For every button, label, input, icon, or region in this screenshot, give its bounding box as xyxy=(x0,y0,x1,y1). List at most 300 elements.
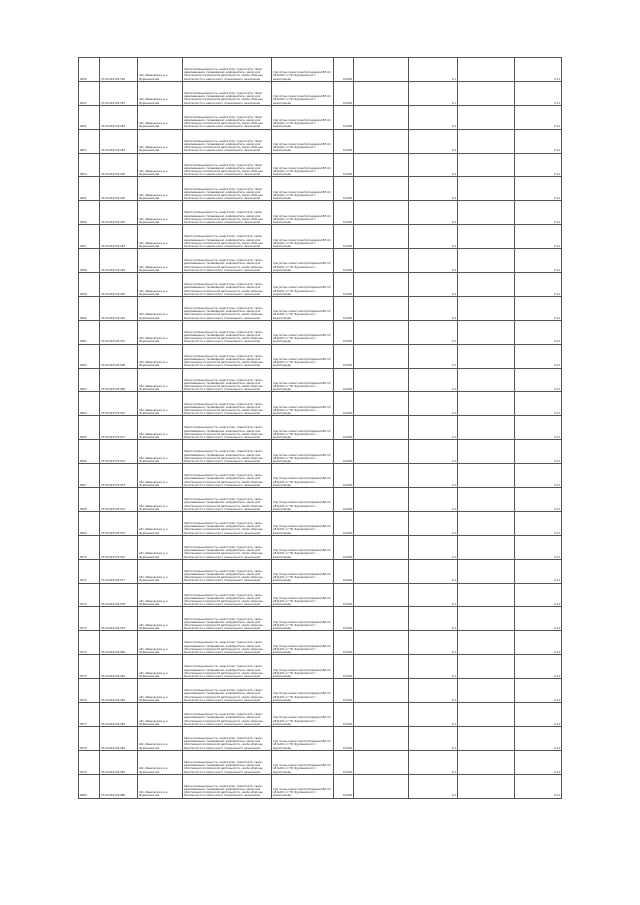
value-cell: 0,11 xyxy=(515,464,562,488)
empty-cell xyxy=(354,440,409,464)
category-cell: Земли промышленности, энергетики, транспорта, связи, радиовещания, телевидения, информатики, земли для обеспечения космической деятельности, земли обороны, безопасности и земли иного специального назначения xyxy=(183,81,272,105)
empty-cell xyxy=(354,535,409,559)
category-cell: Земли промышленности, энергетики, транспорта, связи, радиовещания, телевидения, информатики, земли для обеспечения космической деятельности, земли обороны, безопасности и земли иного специального назначения xyxy=(183,559,272,583)
empty-cell xyxy=(458,655,515,679)
empty-cell xyxy=(354,488,409,512)
rate-cell: 0,1 xyxy=(409,774,458,798)
area-cell: 0,0004 xyxy=(334,129,354,153)
table-row xyxy=(79,416,562,440)
category-cell: Земли промышленности, энергетики, транспорта, связи, радиовещания, телевидения, информатики, земли для обеспечения космической деятельности, земли обороны, безопасности и земли иного специального назначения xyxy=(183,774,272,798)
value-cell: 0,11 xyxy=(515,583,562,607)
category-cell: Земли промышленности, энергетики, транспорта, связи, радиовещания, телевидения, информатики, земли для обеспечения космической деятельности, земли обороны, безопасности и земли иного специального назначения xyxy=(183,726,272,750)
empty-cell xyxy=(354,320,409,344)
cadastral-number: 37:02:010724:587 xyxy=(100,81,138,105)
cadastral-number: 37:02:010724:986 xyxy=(100,774,138,798)
rate-cell: 0,1 xyxy=(409,58,458,82)
rate-cell: 0,1 xyxy=(409,273,458,297)
rate-cell: 0,1 xyxy=(409,368,458,392)
rate-cell: 0,1 xyxy=(409,81,458,105)
purpose-cell: под опоры линии электропередачи ВЛ-10 кВ №101 от ПС Фурмановского водопровода xyxy=(272,679,334,703)
area-cell: 0,0004 xyxy=(334,511,354,535)
address-cell: обл. Ивановская, р-н Фурмановский xyxy=(138,607,183,631)
category-cell: Земли промышленности, энергетики, транспорта, связи, радиовещания, телевидения, информатики, земли для обеспечения космической деятельности, земли обороны, безопасности и земли иного специального назначения xyxy=(183,153,272,177)
empty-cell xyxy=(458,249,515,273)
value-cell: 0,11 xyxy=(515,392,562,416)
row-number: 0060 xyxy=(79,296,100,320)
empty-cell xyxy=(458,344,515,368)
empty-cell xyxy=(354,249,409,273)
category-cell: Земли промышленности, энергетики, транспорта, связи, радиовещания, телевидения, информатики, земли для обеспечения космической деятельности, земли обороны, безопасности и земли иного специального назначения xyxy=(183,655,272,679)
category-cell: Земли промышленности, энергетики, транспорта, связи, радиовещания, телевидения, информатики, земли для обеспечения космической деятельности, земли обороны, безопасности и земли иного специального назначения xyxy=(183,440,272,464)
value-cell: 0,11 xyxy=(515,296,562,320)
address-cell: обл. Ивановская, р-н Фурмановский xyxy=(138,273,183,297)
rate-cell: 0,1 xyxy=(409,344,458,368)
row-number: 0070 xyxy=(79,535,100,559)
rate-cell: 0,1 xyxy=(409,249,458,273)
empty-cell xyxy=(458,750,515,774)
purpose-cell: под опоры линии электропередачи ВЛ-10 кВ №101 от ПС Фурмановского водопровода xyxy=(272,416,334,440)
row-number: 0056 xyxy=(79,201,100,225)
address-cell: обл. Ивановская, р-н Фурмановский xyxy=(138,774,183,798)
empty-cell xyxy=(458,511,515,535)
cadastral-number: 37:02:010724:591 xyxy=(100,296,138,320)
row-number: 0058 xyxy=(79,249,100,273)
category-cell: Земли промышленности, энергетики, транспорта, связи, радиовещания, телевидения, информатики, земли для обеспечения космической деятельности, земли обороны, безопасности и земли иного специального назначения xyxy=(183,320,272,344)
rate-cell: 0,1 xyxy=(409,559,458,583)
category-cell: Земли промышленности, энергетики, транспорта, связи, радиовещания, телевидения, информатики, земли для обеспечения космической деятельности, земли обороны, безопасности и земли иного специального назначения xyxy=(183,464,272,488)
empty-cell xyxy=(458,607,515,631)
row-number: 0053 xyxy=(79,129,100,153)
category-cell: Земли промышленности, энергетики, транспорта, связи, радиовещания, телевидения, информатики, земли для обеспечения космической деятельности, земли обороны, безопасности и земли иного специального назначения xyxy=(183,344,272,368)
address-cell: обл. Ивановская, р-н Фурмановский xyxy=(138,368,183,392)
cadastral-number: 37:02:010720:508 xyxy=(100,344,138,368)
empty-cell xyxy=(458,105,515,129)
cadastral-number: 37:02:010724:971 xyxy=(100,416,138,440)
address-cell: обл. Ивановская, р-н Фурмановский xyxy=(138,105,183,129)
row-number: 0067 xyxy=(79,464,100,488)
area-cell: 0,0004 xyxy=(334,201,354,225)
category-cell: Земли промышленности, энергетики, транспорта, связи, радиовещания, телевидения, информатики, земли для обеспечения космической деятельности, земли обороны, безопасности и земли иного специального назначения xyxy=(183,679,272,703)
address-cell: обл. Ивановская, р-н Фурмановский xyxy=(138,750,183,774)
table-row xyxy=(79,511,562,535)
address-cell: обл. Ивановская, р-н Фурмановский xyxy=(138,177,183,201)
value-cell: 0,11 xyxy=(515,273,562,297)
cadastral-number: 37:02:010720:975 xyxy=(100,511,138,535)
empty-cell xyxy=(458,679,515,703)
empty-cell xyxy=(458,416,515,440)
cadastral-number: 37:02:010720:969 xyxy=(100,368,138,392)
row-number: 0074 xyxy=(79,631,100,655)
category-cell: Земли промышленности, энергетики, транспорта, связи, радиовещания, телевидения, информатики, земли для обеспечения космической деятельности, земли обороны, безопасности и земли иного специального назначения xyxy=(183,535,272,559)
category-cell: Земли промышленности, энергетики, транспорта, связи, радиовещания, телевидения, информатики, земли для обеспечения космической деятельности, земли обороны, безопасности и земли иного специального назначения xyxy=(183,105,272,129)
value-cell: 0,11 xyxy=(515,225,562,249)
rate-cell: 0,1 xyxy=(409,129,458,153)
value-cell: 0,11 xyxy=(515,488,562,512)
rate-cell: 0,1 xyxy=(409,583,458,607)
area-cell: 0,0004 xyxy=(334,225,354,249)
cadastral-number: 37:02:010720:980 xyxy=(100,631,138,655)
purpose-cell: под опоры линии электропередачи ВЛ-10 кВ №101 от ПС Фурмановского водопровода xyxy=(272,177,334,201)
table-row xyxy=(79,703,562,727)
purpose-cell: под опоры линии электропередачи ВЛ-10 кВ №101 от ПС Фурмановского водопровода xyxy=(272,392,334,416)
cadastral-number: 37:02:010724:979 xyxy=(100,607,138,631)
table-row xyxy=(79,129,562,153)
table-row xyxy=(79,464,562,488)
row-number: 0061 xyxy=(79,320,100,344)
value-cell: 0,11 xyxy=(515,440,562,464)
value-cell: 0,11 xyxy=(515,655,562,679)
value-cell: 0,11 xyxy=(515,105,562,129)
empty-cell xyxy=(354,511,409,535)
land-plots-table xyxy=(78,57,562,799)
empty-cell xyxy=(354,679,409,703)
row-number: 0078 xyxy=(79,726,100,750)
category-cell: Земли промышленности, энергетики, транспорта, связи, радиовещания, телевидения, информатики, земли для обеспечения космической деятельности, земли обороны, безопасности и земли иного специального назначения xyxy=(183,392,272,416)
value-cell: 0,11 xyxy=(515,177,562,201)
table-row xyxy=(79,368,562,392)
category-cell: Земли промышленности, энергетики, транспорта, связи, радиовещания, телевидения, информатики, земли для обеспечения космической деятельности, земли обороны, безопасности и земли иного специального назначения xyxy=(183,631,272,655)
row-number: 0075 xyxy=(79,655,100,679)
category-cell: Земли промышленности, энергетики, транспорта, связи, радиовещания, телевидения, информатики, земли для обеспечения космической деятельности, земли обороны, безопасности и земли иного специального назначения xyxy=(183,296,272,320)
table-row xyxy=(79,81,562,105)
value-cell: 0,11 xyxy=(515,726,562,750)
area-cell: 0,0004 xyxy=(334,392,354,416)
area-cell: 0,0004 xyxy=(334,273,354,297)
rate-cell: 0,1 xyxy=(409,177,458,201)
empty-cell xyxy=(354,368,409,392)
rate-cell: 0,1 xyxy=(409,225,458,249)
rate-cell: 0,1 xyxy=(409,535,458,559)
table-row xyxy=(79,273,562,297)
address-cell: обл. Ивановская, р-н Фурмановский xyxy=(138,201,183,225)
cadastral-number: 37:02:010724:972 xyxy=(100,440,138,464)
empty-cell xyxy=(354,726,409,750)
table-row xyxy=(79,296,562,320)
purpose-cell: под опоры линии электропередачи ВЛ-10 кВ №101 от ПС Фурмановского водопровода xyxy=(272,464,334,488)
area-cell: 0,0004 xyxy=(334,153,354,177)
category-cell: Земли промышленности, энергетики, транспорта, связи, радиовещания, телевидения, информатики, земли для обеспечения космической деятельности, земли обороны, безопасности и земли иного специального назначения xyxy=(183,416,272,440)
empty-cell xyxy=(458,368,515,392)
row-number: 0079 xyxy=(79,750,100,774)
cadastral-number: 37:02:010724:594 xyxy=(100,58,138,82)
area-cell: 0,0004 xyxy=(334,679,354,703)
row-number: 0054 xyxy=(79,153,100,177)
row-number: 0051 xyxy=(79,81,100,105)
purpose-cell: под опоры линии электропередачи ВЛ-10 кВ №101 от ПС Фурмановского водопровода xyxy=(272,774,334,798)
cadastral-number: 37:02:010720:982 xyxy=(100,679,138,703)
address-cell: обл. Ивановская, р-н Фурмановский xyxy=(138,726,183,750)
rate-cell: 0,1 xyxy=(409,392,458,416)
purpose-cell: под опоры линии электропередачи ВЛ-10 кВ №101 от ПС Фурмановского водопровода xyxy=(272,703,334,727)
rate-cell: 0,1 xyxy=(409,631,458,655)
category-cell: Земли промышленности, энергетики, транспорта, связи, радиовещания, телевидения, информатики, земли для обеспечения космической деятельности, земли обороны, безопасности и земли иного специального назначения xyxy=(183,703,272,727)
cadastral-number: 37:02:010724:594 xyxy=(100,249,138,273)
row-number: 0062 xyxy=(79,344,100,368)
area-cell: 0,0004 xyxy=(334,488,354,512)
empty-cell xyxy=(458,726,515,750)
rate-cell: 0,1 xyxy=(409,416,458,440)
address-cell: обл. Ивановская, р-н Фурмановский xyxy=(138,81,183,105)
area-cell: 0,0004 xyxy=(334,703,354,727)
empty-cell xyxy=(354,631,409,655)
area-cell: 0,0004 xyxy=(334,416,354,440)
area-cell: 0,0004 xyxy=(334,464,354,488)
row-number: 0076 xyxy=(79,679,100,703)
cadastral-number: 37:02:010724:584 xyxy=(100,129,138,153)
address-cell: обл. Ивановская, р-н Фурмановский xyxy=(138,511,183,535)
row-number: 0050 xyxy=(79,58,100,82)
area-cell: 0,0004 xyxy=(334,774,354,798)
address-cell: обл. Ивановская, р-н Фурмановский xyxy=(138,58,183,82)
category-cell: Земли промышленности, энергетики, транспорта, связи, радиовещания, телевидения, информатики, земли для обеспечения космической деятельности, земли обороны, безопасности и земли иного специального назначения xyxy=(183,488,272,512)
value-cell: 0,11 xyxy=(515,129,562,153)
empty-cell xyxy=(458,440,515,464)
address-cell: обл. Ивановская, р-н Фурмановский xyxy=(138,655,183,679)
empty-cell xyxy=(354,464,409,488)
table-row xyxy=(79,535,562,559)
cadastral-number: 37:02:010724:973 xyxy=(100,464,138,488)
rate-cell: 0,1 xyxy=(409,464,458,488)
area-cell: 0,0004 xyxy=(334,368,354,392)
row-number: 0055 xyxy=(79,177,100,201)
purpose-cell: под опоры линии электропередачи ВЛ-10 кВ №101 от ПС Фурмановского водопровода xyxy=(272,655,334,679)
area-cell: 0,0004 xyxy=(334,249,354,273)
purpose-cell: под опоры линии электропередачи ВЛ-10 кВ №101 от ПС Фурмановского водопровода xyxy=(272,58,334,82)
area-cell: 0,0004 xyxy=(334,105,354,129)
table-row xyxy=(79,153,562,177)
area-cell: 0,0004 xyxy=(334,81,354,105)
value-cell: 0,11 xyxy=(515,535,562,559)
purpose-cell: под опоры линии электропередачи ВЛ-10 кВ №101 от ПС Фурмановского водопровода xyxy=(272,607,334,631)
table-row xyxy=(79,774,562,798)
rate-cell: 0,1 xyxy=(409,750,458,774)
table-row xyxy=(79,225,562,249)
table-row xyxy=(79,392,562,416)
address-cell: обл. Ивановская, р-н Фурмановский xyxy=(138,392,183,416)
value-cell: 0,11 xyxy=(515,511,562,535)
purpose-cell: под опоры линии электропередачи ВЛ-10 кВ №101 от ПС Фурмановского водопровода xyxy=(272,511,334,535)
address-cell: обл. Ивановская, р-н Фурмановский xyxy=(138,703,183,727)
empty-cell xyxy=(458,392,515,416)
area-cell: 0,0004 xyxy=(334,440,354,464)
cadastral-number: 37:02:010724:595 xyxy=(100,273,138,297)
purpose-cell: под опоры линии электропередачи ВЛ-10 кВ №101 от ПС Фурмановского водопровода xyxy=(272,631,334,655)
empty-cell xyxy=(354,344,409,368)
table-row xyxy=(79,440,562,464)
row-number: 0071 xyxy=(79,559,100,583)
row-number: 0052 xyxy=(79,105,100,129)
address-cell: обл. Ивановская, р-н Фурмановский xyxy=(138,440,183,464)
table-row xyxy=(79,105,562,129)
cadastral-number: 37:02:010720:981 xyxy=(100,655,138,679)
rate-cell: 0,1 xyxy=(409,296,458,320)
cadastral-number: 37:02:010724:970 xyxy=(100,392,138,416)
value-cell: 0,11 xyxy=(515,774,562,798)
category-cell: Земли промышленности, энергетики, транспорта, связи, радиовещания, телевидения, информатики, земли для обеспечения космической деятельности, земли обороны, безопасности и земли иного специального назначения xyxy=(183,201,272,225)
empty-cell xyxy=(354,583,409,607)
cadastral-number: 37:02:010724:977 xyxy=(100,559,138,583)
rate-cell: 0,1 xyxy=(409,488,458,512)
row-number: 0069 xyxy=(79,511,100,535)
empty-cell xyxy=(354,273,409,297)
value-cell: 0,11 xyxy=(515,607,562,631)
purpose-cell: под опоры линии электропередачи ВЛ-10 кВ №101 от ПС Фурмановского водопровода xyxy=(272,750,334,774)
row-number: 0057 xyxy=(79,225,100,249)
purpose-cell: под опоры линии электропередачи ВЛ-10 кВ №101 от ПС Фурмановского водопровода xyxy=(272,249,334,273)
table-row xyxy=(79,559,562,583)
empty-cell xyxy=(458,273,515,297)
empty-cell xyxy=(354,559,409,583)
category-cell: Земли промышленности, энергетики, транспорта, связи, радиовещания, телевидения, информатики, земли для обеспечения космической деятельности, земли обороны, безопасности и земли иного специального назначения xyxy=(183,249,272,273)
purpose-cell: под опоры линии электропередачи ВЛ-10 кВ №101 от ПС Фурмановского водопровода xyxy=(272,368,334,392)
address-cell: обл. Ивановская, р-н Фурмановский xyxy=(138,249,183,273)
address-cell: обл. Ивановская, р-н Фурмановский xyxy=(138,464,183,488)
cadastral-number: 37:02:010724:976 xyxy=(100,535,138,559)
purpose-cell: под опоры линии электропередачи ВЛ-10 кВ №101 от ПС Фурмановского водопровода xyxy=(272,129,334,153)
category-cell: Земли промышленности, энергетики, транспорта, связи, радиовещания, телевидения, информатики, земли для обеспечения космической деятельности, земли обороны, безопасности и земли иного специального назначения xyxy=(183,177,272,201)
row-number: 0065 xyxy=(79,416,100,440)
area-cell: 0,0004 xyxy=(334,583,354,607)
table-row xyxy=(79,750,562,774)
purpose-cell: под опоры линии электропередачи ВЛ-10 кВ №101 от ПС Фурмановского водопровода xyxy=(272,225,334,249)
category-cell: Земли промышленности, энергетики, транспорта, связи, радиовещания, телевидения, информатики, земли для обеспечения космической деятельности, земли обороны, безопасности и земли иного специального назначения xyxy=(183,511,272,535)
category-cell: Земли промышленности, энергетики, транспорта, связи, радиовещания, телевидения, информатики, земли для обеспечения космической деятельности, земли обороны, безопасности и земли иного специального назначения xyxy=(183,750,272,774)
category-cell: Земли промышленности, энергетики, транспорта, связи, радиовещания, телевидения, информатики, земли для обеспечения космической деятельности, земли обороны, безопасности и земли иного специального назначения xyxy=(183,368,272,392)
empty-cell xyxy=(458,129,515,153)
empty-cell xyxy=(458,464,515,488)
value-cell: 0,11 xyxy=(515,559,562,583)
empty-cell xyxy=(458,320,515,344)
rate-cell: 0,1 xyxy=(409,655,458,679)
empty-cell xyxy=(354,703,409,727)
category-cell: Земли промышленности, энергетики, транспорта, связи, радиовещания, телевидения, информатики, земли для обеспечения космической деятельности, земли обороны, безопасности и земли иного специального назначения xyxy=(183,607,272,631)
cadastral-number: 37:02:010720:502 xyxy=(100,201,138,225)
cadastral-number: 37:02:010724:978 xyxy=(100,583,138,607)
rate-cell: 0,1 xyxy=(409,153,458,177)
empty-cell xyxy=(354,607,409,631)
purpose-cell: под опоры линии электропередачи ВЛ-10 кВ №101 от ПС Фурмановского водопровода xyxy=(272,201,334,225)
empty-cell xyxy=(458,631,515,655)
cadastral-number: 37:02:010720:505 xyxy=(100,177,138,201)
empty-cell xyxy=(354,153,409,177)
rate-cell: 0,1 xyxy=(409,511,458,535)
row-number: 0068 xyxy=(79,488,100,512)
rate-cell: 0,1 xyxy=(409,679,458,703)
rate-cell: 0,1 xyxy=(409,201,458,225)
area-cell: 0,0004 xyxy=(334,750,354,774)
empty-cell xyxy=(354,177,409,201)
rate-cell: 0,1 xyxy=(409,320,458,344)
address-cell: обл. Ивановская, р-н Фурмановский xyxy=(138,344,183,368)
table-row xyxy=(79,488,562,512)
rate-cell: 0,1 xyxy=(409,105,458,129)
row-number: 0066 xyxy=(79,440,100,464)
category-cell: Земли промышленности, энергетики, транспорта, связи, радиовещания, телевидения, информатики, земли для обеспечения космической деятельности, земли обороны, безопасности и земли иного специального назначения xyxy=(183,129,272,153)
value-cell: 0,11 xyxy=(515,679,562,703)
empty-cell xyxy=(354,392,409,416)
category-cell: Земли промышленности, энергетики, транспорта, связи, радиовещания, телевидения, информатики, земли для обеспечения космической деятельности, земли обороны, безопасности и земли иного специального назначения xyxy=(183,58,272,82)
value-cell: 0,11 xyxy=(515,344,562,368)
address-cell: обл. Ивановская, р-н Фурмановский xyxy=(138,416,183,440)
purpose-cell: под опоры линии электропередачи ВЛ-10 кВ №101 от ПС Фурмановского водопровода xyxy=(272,344,334,368)
empty-cell xyxy=(458,177,515,201)
row-number: 0059 xyxy=(79,273,100,297)
empty-cell xyxy=(458,201,515,225)
area-cell: 0,0004 xyxy=(334,296,354,320)
cadastral-number: 37:02:010720:507 xyxy=(100,320,138,344)
value-cell: 0,11 xyxy=(515,81,562,105)
value-cell: 0,11 xyxy=(515,368,562,392)
cadastral-number: 37:02:010720:983 xyxy=(100,703,138,727)
area-cell: 0,0004 xyxy=(334,726,354,750)
empty-cell xyxy=(458,559,515,583)
area-cell: 0,0004 xyxy=(334,631,354,655)
empty-cell xyxy=(354,225,409,249)
empty-cell xyxy=(458,58,515,82)
row-number: 0077 xyxy=(79,703,100,727)
empty-cell xyxy=(354,655,409,679)
empty-cell xyxy=(458,703,515,727)
empty-cell xyxy=(354,201,409,225)
cadastral-number: 37:02:010720:974 xyxy=(100,488,138,512)
empty-cell xyxy=(458,225,515,249)
table-row xyxy=(79,58,562,82)
address-cell: обл. Ивановская, р-н Фурмановский xyxy=(138,488,183,512)
cadastral-number: 37:02:010724:984 xyxy=(100,726,138,750)
rate-cell: 0,1 xyxy=(409,703,458,727)
table-row xyxy=(79,177,562,201)
purpose-cell: под опоры линии электропередачи ВЛ-10 кВ №101 от ПС Фурмановского водопровода xyxy=(272,535,334,559)
table-row xyxy=(79,607,562,631)
table-row xyxy=(79,679,562,703)
row-number: 0072 xyxy=(79,583,100,607)
value-cell: 0,11 xyxy=(515,153,562,177)
purpose-cell: под опоры линии электропередачи ВЛ-10 кВ №101 от ПС Фурмановского водопровода xyxy=(272,81,334,105)
purpose-cell: под опоры линии электропередачи ВЛ-10 кВ №101 от ПС Фурмановского водопровода xyxy=(272,273,334,297)
address-cell: обл. Ивановская, р-н Фурмановский xyxy=(138,296,183,320)
purpose-cell: под опоры линии электропередачи ВЛ-10 кВ №101 от ПС Фурмановского водопровода xyxy=(272,320,334,344)
address-cell: обл. Ивановская, р-н Фурмановский xyxy=(138,153,183,177)
cadastral-number: 37:02:010720:505 xyxy=(100,153,138,177)
area-cell: 0,0004 xyxy=(334,58,354,82)
empty-cell xyxy=(354,105,409,129)
empty-cell xyxy=(458,488,515,512)
purpose-cell: под опоры линии электропередачи ВЛ-10 кВ №101 от ПС Фурмановского водопровода xyxy=(272,440,334,464)
cadastral-number: 37:02:010724:584 xyxy=(100,105,138,129)
purpose-cell: под опоры линии электропередачи ВЛ-10 кВ №101 от ПС Фурмановского водопровода xyxy=(272,488,334,512)
purpose-cell: под опоры линии электропередачи ВЛ-10 кВ №101 от ПС Фурмановского водопровода xyxy=(272,583,334,607)
purpose-cell: под опоры линии электропередачи ВЛ-10 кВ №101 от ПС Фурмановского водопровода xyxy=(272,726,334,750)
value-cell: 0,11 xyxy=(515,750,562,774)
empty-cell xyxy=(354,129,409,153)
empty-cell xyxy=(354,750,409,774)
area-cell: 0,0004 xyxy=(334,344,354,368)
empty-cell xyxy=(458,535,515,559)
rate-cell: 0,1 xyxy=(409,726,458,750)
category-cell: Земли промышленности, энергетики, транспорта, связи, радиовещания, телевидения, информатики, земли для обеспечения космической деятельности, земли обороны, безопасности и земли иного специального назначения xyxy=(183,225,272,249)
empty-cell xyxy=(458,296,515,320)
row-number: 0064 xyxy=(79,392,100,416)
address-cell: обл. Ивановская, р-н Фурмановский xyxy=(138,535,183,559)
value-cell: 0,11 xyxy=(515,201,562,225)
table-row xyxy=(79,320,562,344)
address-cell: обл. Ивановская, р-н Фурмановский xyxy=(138,679,183,703)
purpose-cell: под опоры линии электропередачи ВЛ-10 кВ №101 от ПС Фурмановского водопровода xyxy=(272,153,334,177)
purpose-cell: под опоры линии электропередачи ВЛ-10 кВ №101 от ПС Фурмановского водопровода xyxy=(272,105,334,129)
value-cell: 0,11 xyxy=(515,703,562,727)
row-number: 0063 xyxy=(79,368,100,392)
empty-cell xyxy=(354,774,409,798)
